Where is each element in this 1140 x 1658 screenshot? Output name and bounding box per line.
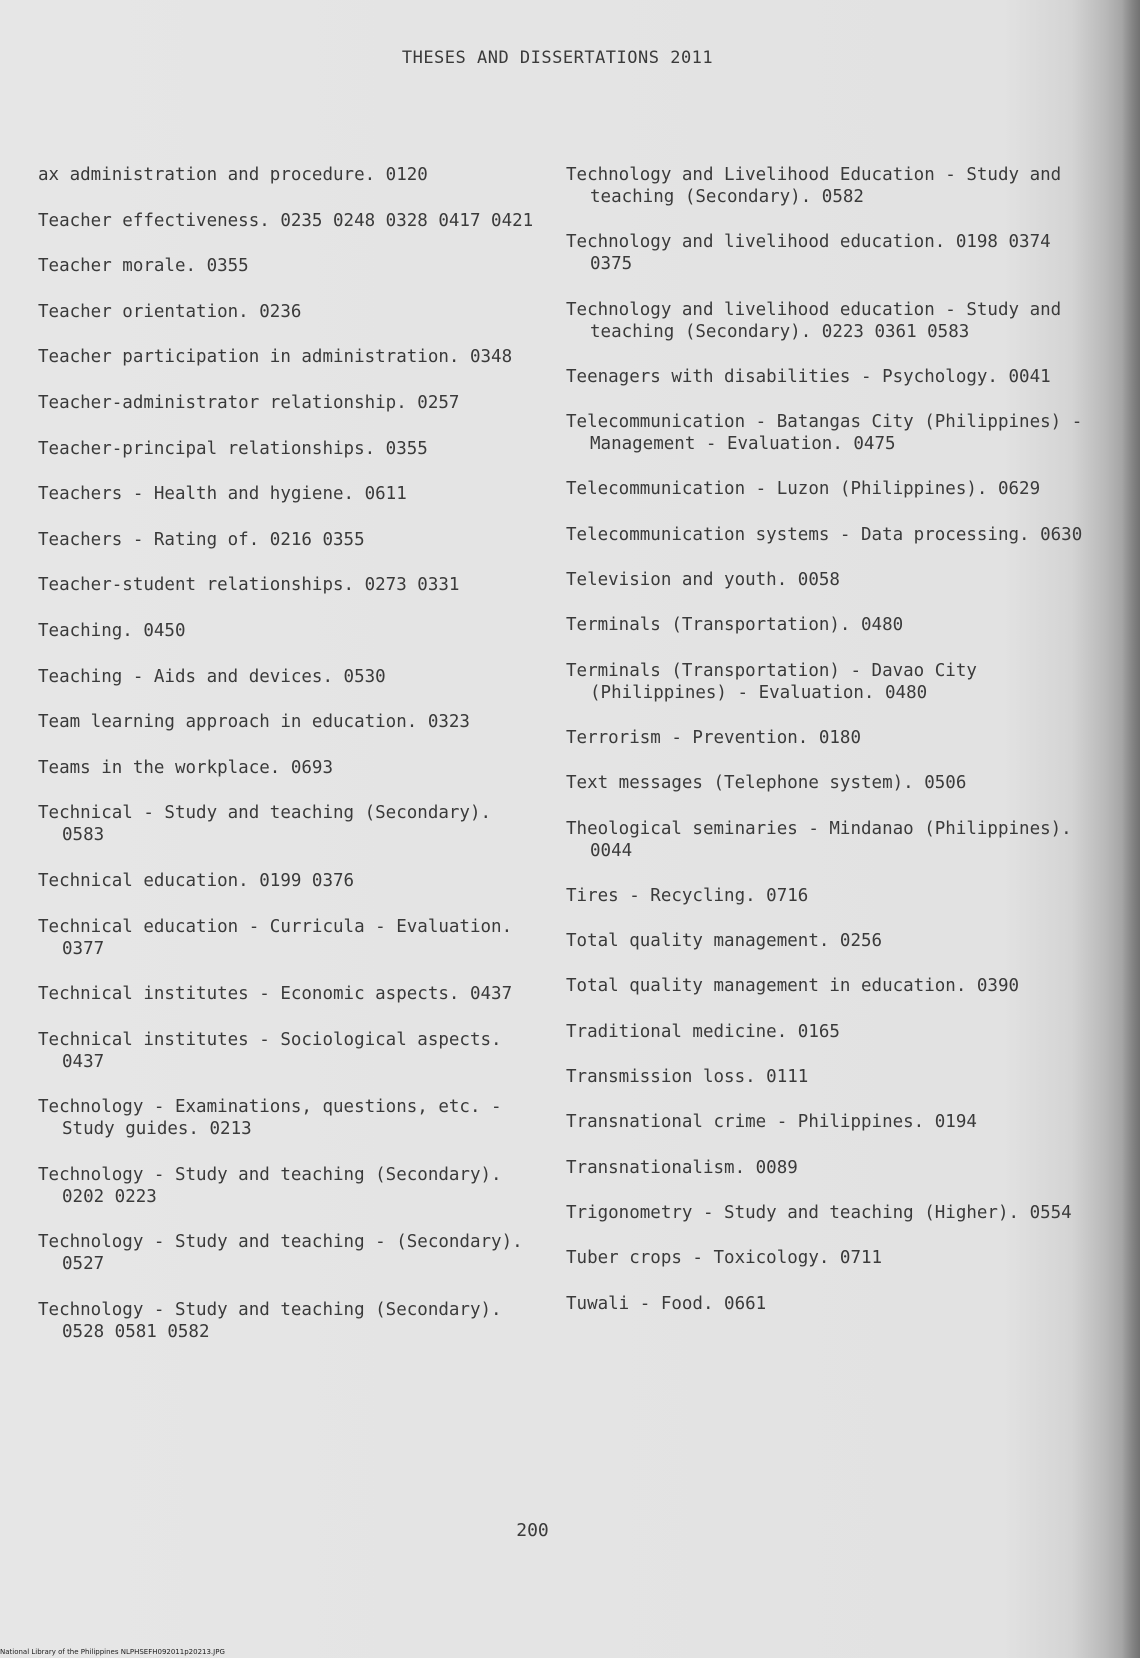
index-entry: Telecommunication - Luzon (Philippines). 0629	[566, 479, 1041, 500]
index-entry: Technology - Examinations, questions, etc. - Study guides. 0213	[38, 1097, 502, 1140]
index-entry: Tuwali - Food. 0661	[566, 1293, 767, 1314]
index-entry: Teacher-administrator relationship. 0257	[38, 392, 460, 413]
index-entry: Text messages (Telephone system). 0506	[566, 773, 967, 794]
index-entry: Teams in the workplace. 0693	[38, 757, 334, 778]
index-entry: Total quality management. 0256	[566, 931, 883, 952]
index-entry: Teacher participation in administration. 0348	[38, 347, 513, 368]
index-entry: Television and youth. 0058	[566, 570, 840, 591]
index-entry: ax administration and procedure. 0120	[38, 165, 428, 185]
index-entry: Technology and livelihood education - Study and teaching (Secondary). 0223 0361 0583	[566, 299, 1062, 342]
index-entry: Telecommunication systems - Data processing. 0630	[566, 524, 1083, 545]
index-entry: Teaching. 0450	[38, 620, 186, 641]
index-entry: Teachers - Rating of. 0216 0355	[38, 529, 365, 550]
index-entry: Transnationalism. 0089	[566, 1157, 798, 1178]
index-entry: Technology - Study and teaching (Secondary). 0202 0223	[38, 1164, 502, 1207]
index-entry: Total quality management in education. 0390	[566, 976, 1020, 997]
index-entry: Traditional medicine. 0165	[566, 1021, 840, 1042]
index-entry: Team learning approach in education. 0323	[38, 712, 470, 733]
index-column-right	[566, 164, 1086, 1338]
index-entry: Teachers - Health and hygiene. 0611	[38, 484, 407, 505]
index-entry: Technology and Livelihood Education - Study and teaching (Secondary). 0582	[566, 165, 1062, 207]
index-entry: Tuber crops - Toxicology. 0711	[566, 1248, 883, 1269]
index-entry: Teacher effectiveness. 0235 0248 0328 0417 0421	[38, 210, 534, 231]
index-entry: Tires - Recycling. 0716	[566, 885, 809, 906]
index-entry: Technical education. 0199 0376	[38, 870, 355, 891]
index-entry: Technical - Study and teaching (Secondary). 0583	[38, 803, 492, 846]
index-entry: Transnational crime - Philippines. 0194	[566, 1112, 977, 1133]
index-entry: Terminals (Transportation). 0480	[566, 615, 904, 636]
index-entry: Technical education - Curricula - Evaluation. 0377	[38, 916, 513, 959]
binding-shadow	[1122, 0, 1140, 1658]
scan-credit: National Library of the Philippines NLPHSEFH092011p20213.JPG	[0, 1648, 225, 1656]
index-entry: Trigonometry - Study and teaching (Higher). 0554	[566, 1202, 1072, 1223]
page-title: THESES AND DISSERTATIONS 2011	[401, 48, 714, 68]
index-entry: Teacher-principal relationships. 0355	[38, 438, 428, 459]
index-entry: Teacher orientation. 0236	[38, 301, 302, 322]
index-entry: Terrorism - Prevention. 0180	[566, 727, 862, 748]
index-entry: Technical institutes - Economic aspects. 0437	[38, 984, 513, 1005]
index-entry: Teacher morale. 0355	[38, 256, 249, 277]
index-entry: Technology - Study and teaching - (Secondary). 0527	[38, 1232, 523, 1275]
index-column-left	[38, 164, 538, 1367]
index-entry: Technology and livelihood education. 0198 0374 0375	[566, 232, 1051, 275]
index-entry: Teenagers with disabilities - Psychology. 0041	[566, 366, 1051, 387]
index-entry: Transmission loss. 0111	[566, 1067, 809, 1088]
index-entry: Technology - Study and teaching (Secondary). 0528 0581 0582	[38, 1300, 502, 1343]
page-number: 200	[516, 1520, 549, 1541]
index-entry: Telecommunication - Batangas City (Philippines) - Management - Evaluation. 0475	[566, 412, 1083, 455]
index-entry: Teacher-student relationships. 0273 0331	[38, 575, 460, 596]
index-entry: Terminals (Transportation) - Davao City (Philippines) - Evaluation. 0480	[566, 660, 977, 703]
index-entry: Technical institutes - Sociological aspects. 0437	[38, 1029, 502, 1072]
index-entry: Teaching - Aids and devices. 0530	[38, 666, 386, 687]
index-entry: Theological seminaries - Mindanao (Philippines). 0044	[566, 818, 1072, 861]
